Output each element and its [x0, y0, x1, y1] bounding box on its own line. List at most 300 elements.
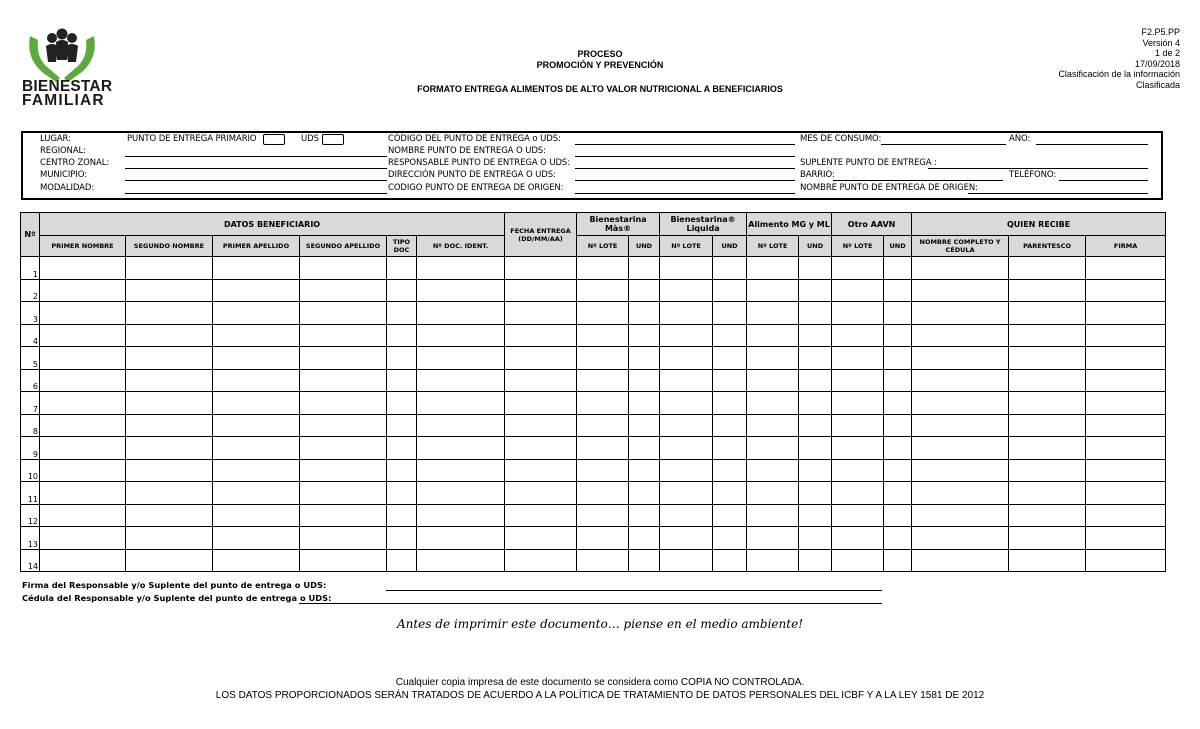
anio-field[interactable] [1036, 144, 1148, 145]
table-cell[interactable] [213, 347, 300, 370]
table-cell[interactable] [832, 459, 884, 482]
table-cell[interactable] [417, 279, 505, 302]
table-cell[interactable] [1009, 527, 1086, 550]
table-cell[interactable] [629, 414, 660, 437]
table-cell[interactable] [1009, 392, 1086, 415]
regional-field[interactable] [125, 156, 387, 157]
table-cell[interactable] [1009, 482, 1086, 505]
punto-primario-label: PUNTO DE ENTREGA PRIMARIO [127, 134, 257, 144]
table-cell[interactable] [505, 482, 577, 505]
table-cell[interactable] [40, 257, 126, 280]
table-cell[interactable] [1009, 549, 1086, 572]
table-cell[interactable] [300, 504, 387, 527]
table-cell[interactable] [505, 437, 577, 460]
table-cell[interactable] [417, 527, 505, 550]
table-cell[interactable] [417, 257, 505, 280]
table-cell[interactable] [912, 414, 1009, 437]
table-cell[interactable] [660, 257, 713, 280]
table-row [21, 549, 1166, 572]
table-cell[interactable] [417, 392, 505, 415]
table-cell[interactable] [505, 549, 577, 572]
table-cell[interactable] [660, 482, 713, 505]
table-cell[interactable] [912, 392, 1009, 415]
table-cell[interactable] [884, 324, 912, 347]
table-cell[interactable] [577, 257, 629, 280]
table-cell[interactable] [799, 527, 832, 550]
table-cell[interactable] [577, 527, 629, 550]
table-cell[interactable] [505, 414, 577, 437]
table-cell[interactable] [577, 414, 629, 437]
table-cell[interactable] [1009, 302, 1086, 325]
table-cell[interactable] [832, 527, 884, 550]
table-cell[interactable] [300, 482, 387, 505]
table-cell[interactable] [912, 504, 1009, 527]
table-cell[interactable] [417, 324, 505, 347]
table-cell[interactable] [505, 324, 577, 347]
table-cell[interactable] [213, 279, 300, 302]
table-cell[interactable] [213, 459, 300, 482]
table-cell[interactable] [884, 369, 912, 392]
table-cell[interactable] [884, 504, 912, 527]
table-cell[interactable] [747, 302, 799, 325]
table-cell[interactable] [505, 257, 577, 280]
row-number: 10 [21, 459, 40, 482]
table-cell[interactable] [387, 482, 417, 505]
table-cell[interactable] [300, 549, 387, 572]
table-cell[interactable] [300, 392, 387, 415]
table-cell[interactable] [713, 414, 747, 437]
table-cell[interactable] [832, 414, 884, 437]
table-cell[interactable] [505, 279, 577, 302]
table-cell[interactable] [387, 347, 417, 370]
table-cell[interactable] [1009, 414, 1086, 437]
table-cell[interactable] [629, 504, 660, 527]
centro-zonal-label: CENTRO ZONAL: [40, 158, 110, 168]
table-cell[interactable] [213, 504, 300, 527]
barrio-field[interactable] [833, 180, 1003, 181]
table-cell[interactable] [1009, 324, 1086, 347]
table-cell[interactable] [912, 302, 1009, 325]
table-cell[interactable] [1086, 347, 1166, 370]
table-cell[interactable] [1009, 279, 1086, 302]
table-cell[interactable] [747, 324, 799, 347]
table-cell[interactable] [577, 459, 629, 482]
table-cell[interactable] [300, 369, 387, 392]
table-cell[interactable] [1086, 459, 1166, 482]
table-cell[interactable] [912, 527, 1009, 550]
table-cell[interactable] [799, 302, 832, 325]
table-cell[interactable] [40, 527, 126, 550]
table-cell[interactable] [713, 437, 747, 460]
table-cell[interactable] [1086, 279, 1166, 302]
table-cell[interactable] [884, 414, 912, 437]
centro-zonal-field[interactable] [125, 168, 387, 169]
table-cell[interactable] [577, 482, 629, 505]
table-cell[interactable] [417, 414, 505, 437]
table-cell[interactable] [505, 504, 577, 527]
table-cell[interactable] [884, 392, 912, 415]
table-cell[interactable] [126, 392, 213, 415]
table-cell[interactable] [747, 257, 799, 280]
table-cell[interactable] [747, 414, 799, 437]
row-number: 3 [21, 302, 40, 325]
table-cell[interactable] [213, 302, 300, 325]
table-cell[interactable] [912, 459, 1009, 482]
table-cell[interactable] [126, 482, 213, 505]
table-row [21, 414, 1166, 437]
table-cell[interactable] [213, 414, 300, 437]
table-cell[interactable] [912, 347, 1009, 370]
row-number: 1 [21, 257, 40, 280]
table-cell[interactable] [629, 459, 660, 482]
table-cell[interactable] [832, 324, 884, 347]
table-cell[interactable] [832, 279, 884, 302]
table-cell[interactable] [629, 347, 660, 370]
table-cell[interactable] [213, 527, 300, 550]
table-cell[interactable] [300, 437, 387, 460]
table-cell[interactable] [747, 279, 799, 302]
und-header: UND [799, 236, 832, 257]
table-cell[interactable] [417, 437, 505, 460]
table-cell[interactable] [832, 549, 884, 572]
telefono-label: TELÉFONO: [1009, 170, 1057, 180]
table-cell[interactable] [387, 437, 417, 460]
table-cell[interactable] [213, 437, 300, 460]
table-cell[interactable] [799, 549, 832, 572]
telefono-field[interactable] [1059, 180, 1148, 181]
table-cell[interactable] [213, 392, 300, 415]
table-cell[interactable] [884, 459, 912, 482]
table-cell[interactable] [660, 392, 713, 415]
municipio-field[interactable] [125, 180, 387, 181]
table-cell[interactable] [213, 257, 300, 280]
table-cell[interactable] [747, 459, 799, 482]
table-cell[interactable] [713, 279, 747, 302]
table-cell[interactable] [40, 324, 126, 347]
table-cell[interactable] [417, 549, 505, 572]
table-cell[interactable] [40, 392, 126, 415]
table-cell[interactable] [577, 302, 629, 325]
table-cell[interactable] [713, 504, 747, 527]
table-cell[interactable] [799, 369, 832, 392]
table-cell[interactable] [884, 437, 912, 460]
table-cell[interactable] [912, 549, 1009, 572]
table-cell[interactable] [577, 369, 629, 392]
table-cell[interactable] [126, 369, 213, 392]
table-cell[interactable] [1086, 324, 1166, 347]
table-cell[interactable] [1009, 459, 1086, 482]
table-cell[interactable] [747, 482, 799, 505]
table-cell[interactable] [1009, 347, 1086, 370]
table-cell[interactable] [387, 504, 417, 527]
cedula-responsable-field[interactable] [299, 603, 882, 604]
table-cell[interactable] [300, 527, 387, 550]
table-cell[interactable] [300, 347, 387, 370]
table-cell[interactable] [713, 347, 747, 370]
table-cell[interactable] [126, 459, 213, 482]
row-number: 5 [21, 347, 40, 370]
table-cell[interactable] [40, 437, 126, 460]
table-cell[interactable] [799, 414, 832, 437]
table-cell[interactable] [912, 482, 1009, 505]
table-cell[interactable] [126, 324, 213, 347]
table-cell[interactable] [1086, 549, 1166, 572]
table-cell[interactable] [1086, 257, 1166, 280]
table-cell[interactable] [387, 392, 417, 415]
table-cell[interactable] [660, 414, 713, 437]
table-cell[interactable] [660, 369, 713, 392]
responsable-field[interactable] [575, 168, 795, 169]
table-cell[interactable] [799, 347, 832, 370]
table-cell[interactable] [660, 437, 713, 460]
table-cell[interactable] [300, 414, 387, 437]
table-cell[interactable] [126, 302, 213, 325]
table-cell[interactable] [884, 257, 912, 280]
table-cell[interactable] [126, 549, 213, 572]
primer-apellido-header: PRIMER APELLIDO [213, 236, 300, 257]
table-cell[interactable] [884, 549, 912, 572]
table-cell[interactable] [832, 504, 884, 527]
table-cell[interactable] [629, 482, 660, 505]
table-cell[interactable] [713, 392, 747, 415]
table-cell[interactable] [713, 324, 747, 347]
table-cell[interactable] [1086, 369, 1166, 392]
nombre-punto-field[interactable] [575, 156, 795, 157]
data-policy-notice: LOS DATOS PROPORCIONADOS SERÁN TRATADOS DE ACUERDO A LA POLÍTICA DE TRATAMIENTO DE DATOS PERSONALES DEL ICBF Y A LA LEY 1581 DE 2012 [215, 690, 985, 701]
table-cell[interactable] [1086, 414, 1166, 437]
table-cell[interactable] [505, 459, 577, 482]
codigo-origen-field[interactable] [575, 193, 795, 194]
table-cell[interactable] [912, 324, 1009, 347]
table-cell[interactable] [884, 482, 912, 505]
table-cell[interactable] [713, 482, 747, 505]
table-cell[interactable] [747, 437, 799, 460]
table-cell[interactable] [1086, 392, 1166, 415]
table-cell[interactable] [747, 527, 799, 550]
no-doc-header: Nº DOC. IDENT. [417, 236, 505, 257]
table-cell[interactable] [126, 257, 213, 280]
table-cell[interactable] [126, 279, 213, 302]
table-cell[interactable] [40, 549, 126, 572]
nombre-origen-field[interactable] [968, 193, 1148, 194]
table-cell[interactable] [629, 257, 660, 280]
table-cell[interactable] [126, 437, 213, 460]
table-cell[interactable] [1009, 369, 1086, 392]
table-cell[interactable] [213, 482, 300, 505]
table-cell[interactable] [884, 302, 912, 325]
table-cell[interactable] [417, 347, 505, 370]
table-cell[interactable] [300, 279, 387, 302]
table-cell[interactable] [126, 504, 213, 527]
modalidad-field[interactable] [125, 193, 387, 194]
table-cell[interactable] [213, 549, 300, 572]
table-cell[interactable] [629, 437, 660, 460]
row-number: 13 [21, 527, 40, 550]
table-cell[interactable] [1086, 437, 1166, 460]
table-cell[interactable] [213, 369, 300, 392]
table-cell[interactable] [300, 459, 387, 482]
beneficiary-table [20, 212, 1166, 572]
table-cell[interactable] [387, 324, 417, 347]
table-cell[interactable] [799, 504, 832, 527]
table-row [21, 392, 1166, 415]
uds-checkbox[interactable] [322, 134, 344, 145]
cedula-responsable-label: Cédula del Responsable y/o Suplente del punto de entrega o UDS: [22, 593, 332, 603]
suplente-label: SUPLENTE PUNTO DE ENTREGA : [800, 158, 937, 168]
table-row [21, 279, 1166, 302]
table-cell[interactable] [1086, 302, 1166, 325]
table-cell[interactable] [505, 347, 577, 370]
table-cell[interactable] [629, 302, 660, 325]
table-cell[interactable] [387, 527, 417, 550]
suplente-field[interactable] [928, 168, 1148, 169]
table-cell[interactable] [300, 257, 387, 280]
uds-label: UDS [301, 134, 319, 144]
table-cell[interactable] [713, 302, 747, 325]
table-cell[interactable] [505, 392, 577, 415]
firma-responsable-field[interactable] [386, 590, 882, 591]
table-cell[interactable] [1009, 504, 1086, 527]
table-cell[interactable] [799, 437, 832, 460]
table-cell[interactable] [629, 324, 660, 347]
table-cell[interactable] [40, 459, 126, 482]
codigo-punto-field[interactable] [575, 144, 795, 145]
table-cell[interactable] [799, 279, 832, 302]
table-cell[interactable] [577, 437, 629, 460]
table-cell[interactable] [713, 549, 747, 572]
table-cell[interactable] [417, 302, 505, 325]
table-cell[interactable] [912, 437, 1009, 460]
table-cell[interactable] [713, 459, 747, 482]
table-cell[interactable] [747, 369, 799, 392]
table-cell[interactable] [629, 549, 660, 572]
table-cell[interactable] [577, 549, 629, 572]
table-cell[interactable] [40, 482, 126, 505]
table-cell[interactable] [417, 482, 505, 505]
table-cell[interactable] [832, 392, 884, 415]
table-cell[interactable] [126, 414, 213, 437]
table-cell[interactable] [832, 257, 884, 280]
firma-header: FIRMA [1086, 236, 1166, 257]
punto-primario-checkbox[interactable] [263, 134, 285, 145]
table-cell[interactable] [629, 279, 660, 302]
table-cell[interactable] [1009, 437, 1086, 460]
mes-consumo-field[interactable] [881, 144, 1006, 145]
table-cell[interactable] [387, 257, 417, 280]
table-cell[interactable] [577, 279, 629, 302]
table-cell[interactable] [300, 324, 387, 347]
table-cell[interactable] [40, 369, 126, 392]
table-cell[interactable] [884, 347, 912, 370]
table-cell[interactable] [799, 482, 832, 505]
table-cell[interactable] [912, 257, 1009, 280]
table-cell[interactable] [629, 369, 660, 392]
lote-header: Nº LOTE [832, 236, 884, 257]
table-cell[interactable] [660, 527, 713, 550]
table-cell[interactable] [577, 504, 629, 527]
table-cell[interactable] [1086, 504, 1166, 527]
table-cell[interactable] [417, 459, 505, 482]
table-cell[interactable] [912, 279, 1009, 302]
table-cell[interactable] [505, 302, 577, 325]
table-cell[interactable] [1009, 257, 1086, 280]
table-cell[interactable] [387, 414, 417, 437]
table-cell[interactable] [40, 279, 126, 302]
table-cell[interactable] [799, 257, 832, 280]
table-cell[interactable] [577, 324, 629, 347]
table-cell[interactable] [387, 369, 417, 392]
table-cell[interactable] [1086, 527, 1166, 550]
table-cell[interactable] [832, 347, 884, 370]
table-cell[interactable] [387, 279, 417, 302]
table-cell[interactable] [660, 549, 713, 572]
table-cell[interactable] [505, 369, 577, 392]
table-cell[interactable] [799, 324, 832, 347]
table-cell[interactable] [629, 392, 660, 415]
row-number: 12 [21, 504, 40, 527]
table-cell[interactable] [577, 347, 629, 370]
table-cell[interactable] [832, 482, 884, 505]
table-cell[interactable] [660, 504, 713, 527]
table-cell[interactable] [387, 302, 417, 325]
table-cell[interactable] [660, 302, 713, 325]
table-cell[interactable] [660, 324, 713, 347]
und-header: UND [629, 236, 660, 257]
table-cell[interactable] [799, 392, 832, 415]
table-cell[interactable] [660, 279, 713, 302]
table-cell[interactable] [799, 459, 832, 482]
table-cell[interactable] [417, 369, 505, 392]
table-cell[interactable] [505, 527, 577, 550]
table-cell[interactable] [40, 347, 126, 370]
table-cell[interactable] [884, 527, 912, 550]
table-cell[interactable] [832, 302, 884, 325]
table-cell[interactable] [832, 369, 884, 392]
table-cell[interactable] [126, 527, 213, 550]
table-cell[interactable] [884, 279, 912, 302]
table-cell[interactable] [747, 392, 799, 415]
table-cell[interactable] [387, 549, 417, 572]
direccion-field[interactable] [575, 180, 795, 181]
table-cell[interactable] [40, 414, 126, 437]
table-cell[interactable] [300, 302, 387, 325]
table-cell[interactable] [629, 527, 660, 550]
table-cell[interactable] [213, 324, 300, 347]
firma-responsable-label: Firma del Responsable y/o Suplente del punto de entrega o UDS: [22, 580, 327, 590]
regional-label: REGIONAL: [40, 146, 86, 156]
num-header: Nº [21, 213, 40, 257]
table-cell[interactable] [912, 369, 1009, 392]
table-cell[interactable] [387, 459, 417, 482]
table-cell[interactable] [40, 302, 126, 325]
responsable-label: RESPONSABLE PUNTO DE ENTREGA O UDS: [388, 158, 570, 168]
table-cell[interactable] [660, 459, 713, 482]
table-cell[interactable] [417, 504, 505, 527]
form-title: FORMATO ENTREGA ALIMENTOS DE ALTO VALOR NUTRICIONAL A BENEFICIARIOS [417, 84, 783, 94]
table-cell[interactable] [1086, 482, 1166, 505]
table-cell[interactable] [126, 347, 213, 370]
table-cell[interactable] [40, 504, 126, 527]
table-cell[interactable] [747, 504, 799, 527]
table-cell[interactable] [713, 369, 747, 392]
table-cell[interactable] [747, 347, 799, 370]
table-cell[interactable] [832, 437, 884, 460]
table-cell[interactable] [660, 347, 713, 370]
table-cell[interactable] [577, 392, 629, 415]
table-cell[interactable] [713, 527, 747, 550]
table-cell[interactable] [747, 549, 799, 572]
table-cell[interactable] [713, 257, 747, 280]
